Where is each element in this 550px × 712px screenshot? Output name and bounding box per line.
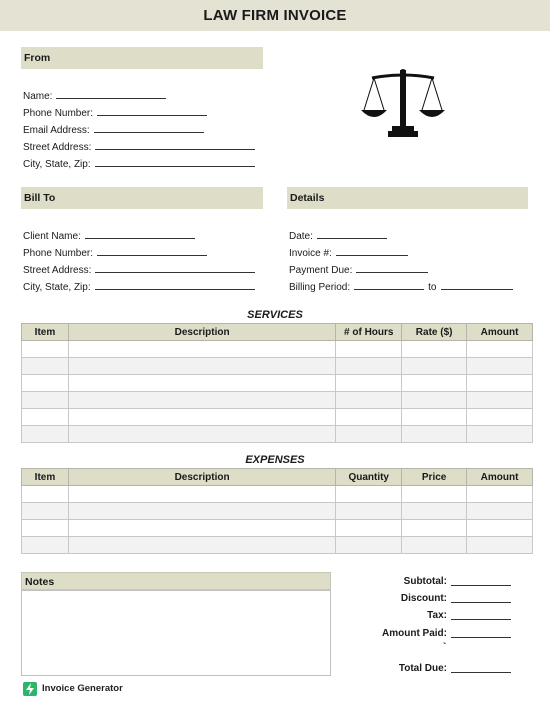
stray-tick-mark: ` [443, 642, 447, 653]
client-name-field[interactable] [23, 228, 195, 243]
billing-period-to-label: to [428, 282, 437, 293]
table-cell[interactable] [467, 503, 533, 520]
table-cell[interactable] [467, 520, 533, 537]
from-city-line[interactable] [95, 156, 255, 167]
table-row [22, 486, 533, 503]
table-cell[interactable] [22, 426, 69, 443]
table-cell[interactable] [467, 358, 533, 375]
from-name-field[interactable] [23, 88, 166, 103]
table-cell[interactable] [402, 486, 467, 503]
table-cell[interactable] [336, 375, 402, 392]
table-cell[interactable] [336, 520, 402, 537]
table-row [22, 375, 533, 392]
table-row [22, 409, 533, 426]
from-city-label: City, State, Zip: [23, 159, 91, 170]
expenses-col-item: Item [22, 469, 69, 486]
date-line[interactable] [317, 228, 387, 239]
table-cell[interactable] [336, 426, 402, 443]
client-name-label: Client Name: [23, 231, 81, 242]
discount-line[interactable] [451, 592, 511, 603]
table-cell[interactable] [22, 409, 69, 426]
table-cell[interactable] [402, 426, 467, 443]
services-header-row [22, 324, 533, 341]
table-cell[interactable] [402, 537, 467, 554]
services-col-rate: Rate ($) [402, 324, 467, 341]
bill-city-label: City, State, Zip: [23, 282, 91, 293]
expenses-col-quantity: Quantity [336, 469, 402, 486]
table-cell[interactable] [68, 426, 335, 443]
billing-period-start-line[interactable] [354, 279, 424, 290]
table-cell[interactable] [68, 341, 335, 358]
table-cell[interactable] [336, 358, 402, 375]
table-cell[interactable] [336, 341, 402, 358]
expenses-col-price: Price [402, 469, 467, 486]
expenses-col-description: Description [68, 469, 335, 486]
from-street-field[interactable] [23, 139, 255, 154]
table-cell[interactable] [22, 520, 69, 537]
table-cell[interactable] [402, 520, 467, 537]
table-row [22, 520, 533, 537]
expenses-col-amount: Amount [467, 469, 533, 486]
from-city-field[interactable] [23, 156, 255, 171]
table-cell[interactable] [336, 486, 402, 503]
table-row [22, 358, 533, 375]
table-cell[interactable] [402, 358, 467, 375]
invoice-number-line[interactable] [336, 245, 408, 256]
table-cell[interactable] [336, 503, 402, 520]
billing-period-field[interactable] [289, 279, 513, 294]
bill-city-line[interactable] [95, 279, 255, 290]
notes-heading: Notes [21, 572, 331, 590]
table-cell[interactable] [22, 537, 69, 554]
invoice-number-label: Invoice #: [289, 248, 332, 259]
services-table [21, 323, 533, 443]
table-cell[interactable] [467, 486, 533, 503]
table-cell[interactable] [22, 486, 69, 503]
date-label: Date: [289, 231, 313, 242]
bill-street-label: Street Address: [23, 265, 92, 276]
services-col-amount: Amount [467, 324, 533, 341]
payment-due-line[interactable] [356, 262, 428, 273]
total-due-line[interactable] [451, 662, 511, 673]
table-cell[interactable] [467, 426, 533, 443]
table-cell[interactable] [68, 358, 335, 375]
table-cell[interactable] [68, 503, 335, 520]
table-cell[interactable] [336, 409, 402, 426]
subtotal-label: Subtotal: [403, 576, 447, 587]
table-cell[interactable] [68, 409, 335, 426]
table-cell[interactable] [68, 520, 335, 537]
bill-phone-field[interactable] [23, 245, 207, 260]
bill-to-heading: Bill To [21, 187, 263, 209]
table-cell[interactable] [68, 375, 335, 392]
from-name-line[interactable] [56, 88, 166, 99]
table-cell[interactable] [402, 503, 467, 520]
from-street-line[interactable] [95, 139, 255, 150]
table-cell[interactable] [402, 341, 467, 358]
table-cell[interactable] [467, 409, 533, 426]
table-cell[interactable] [68, 486, 335, 503]
invoice-title: LAW FIRM INVOICE [0, 0, 550, 31]
table-cell[interactable] [402, 375, 467, 392]
services-col-item: Item [22, 324, 69, 341]
expenses-table [21, 468, 533, 554]
notes-textarea[interactable] [21, 590, 331, 676]
table-cell[interactable] [402, 392, 467, 409]
from-phone-field[interactable] [23, 105, 207, 120]
from-phone-line[interactable] [97, 105, 207, 116]
subtotal-line[interactable] [451, 575, 511, 586]
table-row [22, 341, 533, 358]
table-row [22, 503, 533, 520]
table-cell[interactable] [22, 392, 69, 409]
table-cell[interactable] [467, 341, 533, 358]
amount-paid-line[interactable] [451, 627, 511, 638]
amount-paid-label: Amount Paid: [382, 628, 447, 639]
services-col-hours: # of Hours [336, 324, 402, 341]
bill-street-field[interactable] [23, 262, 255, 277]
table-cell[interactable] [22, 375, 69, 392]
billing-period-end-line[interactable] [441, 279, 513, 290]
table-row [22, 537, 533, 554]
from-email-line[interactable] [94, 122, 204, 133]
table-cell[interactable] [467, 537, 533, 554]
table-cell[interactable] [68, 392, 335, 409]
expenses-title: EXPENSES [245, 454, 305, 466]
from-email-label: Email Address: [23, 125, 90, 136]
from-phone-label: Phone Number: [23, 108, 94, 119]
expenses-header-row [22, 469, 533, 486]
services-title: SERVICES [247, 309, 303, 321]
from-heading: From [21, 47, 263, 69]
client-name-line[interactable] [85, 228, 195, 239]
from-email-field[interactable] [23, 122, 204, 137]
table-row [22, 392, 533, 409]
table-cell[interactable] [336, 392, 402, 409]
scales-of-justice-icon [358, 68, 448, 140]
table-cell[interactable] [22, 341, 69, 358]
from-name-label: Name: [23, 91, 53, 102]
table-cell[interactable] [22, 503, 69, 520]
total-due-label: Total Due: [398, 663, 447, 674]
table-cell[interactable] [68, 537, 335, 554]
payment-due-field[interactable] [289, 262, 428, 277]
details-heading: Details [287, 187, 528, 209]
payment-due-label: Payment Due: [289, 265, 353, 276]
bill-street-line[interactable] [95, 262, 255, 273]
table-cell[interactable] [467, 375, 533, 392]
from-street-label: Street Address: [23, 142, 92, 153]
bill-city-field[interactable] [23, 279, 255, 294]
discount-label: Discount: [400, 593, 447, 604]
tax-line[interactable] [451, 609, 511, 620]
brand-name: Invoice Generator [42, 683, 123, 694]
table-cell[interactable] [467, 392, 533, 409]
table-cell[interactable] [336, 537, 402, 554]
bill-phone-label: Phone Number: [23, 248, 94, 259]
billing-period-label: Billing Period: [289, 282, 351, 293]
bill-phone-line[interactable] [97, 245, 207, 256]
table-row [22, 426, 533, 443]
date-field[interactable] [289, 228, 387, 243]
tax-label: Tax: [427, 610, 447, 621]
lightning-bolt-icon [23, 682, 37, 696]
invoice-number-field[interactable] [289, 245, 408, 260]
table-cell[interactable] [402, 409, 467, 426]
table-cell[interactable] [22, 358, 69, 375]
services-col-description: Description [68, 324, 335, 341]
